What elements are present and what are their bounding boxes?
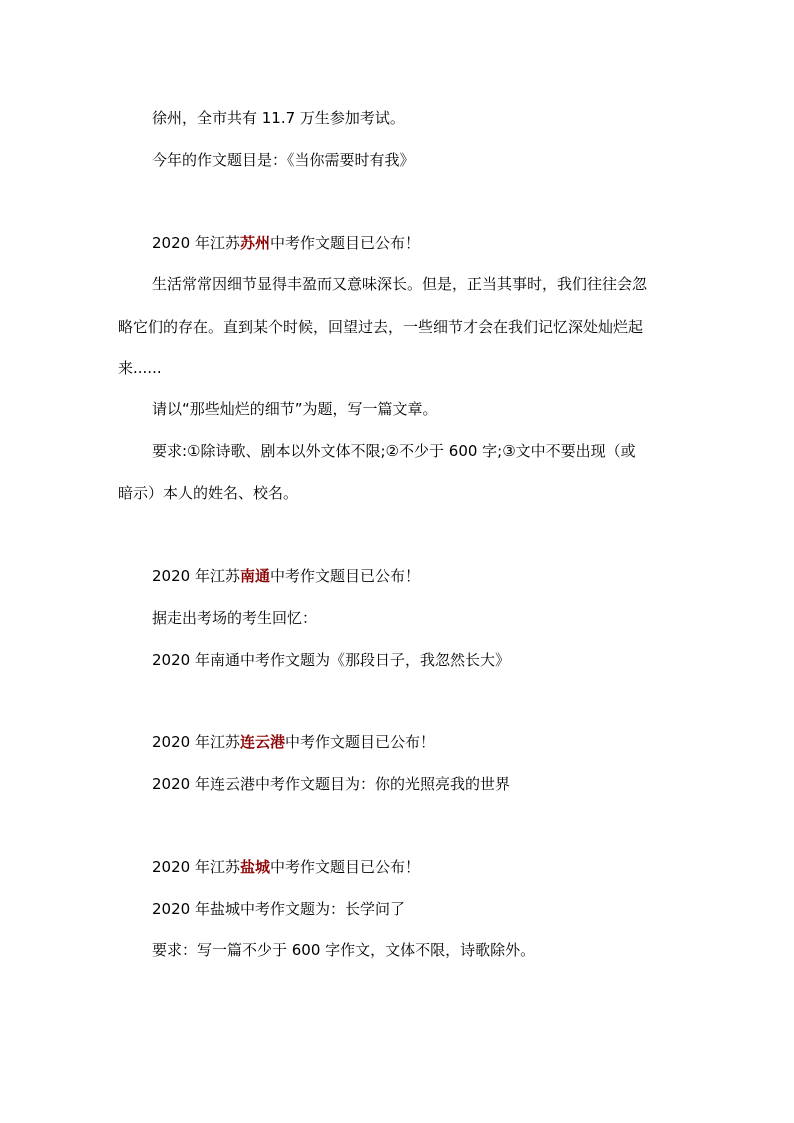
lianyungang-essay-topic: 2020 年连云港中考作文题目为：你的光照亮我的世界 bbox=[152, 775, 510, 793]
yancheng-city-highlight: 盐城 bbox=[239, 858, 270, 876]
nantong-essay-topic: 2020 年南通中考作文题为《那段日子，我忽然长大》 bbox=[152, 651, 510, 669]
yancheng-requirements: 要求：写一篇不少于 600 字作文，文体不限，诗歌除外。 bbox=[152, 941, 536, 959]
suzhou-title-instruction: 请以“那些灿烂的细节”为题，写一篇文章。 bbox=[152, 400, 438, 418]
nantong-city-highlight: 南通 bbox=[239, 567, 270, 585]
nantong-heading-prefix: 2020 年江苏 bbox=[152, 567, 240, 585]
suzhou-heading-prefix: 2020 年江苏 bbox=[152, 234, 240, 252]
lianyungang-city-highlight: 连云港 bbox=[239, 733, 285, 751]
lianyungang-heading bbox=[152, 732, 435, 752]
yancheng-heading-prefix: 2020 年江苏 bbox=[152, 858, 240, 876]
nantong-heading bbox=[152, 566, 420, 586]
suzhou-prompt-line-3: 来...... bbox=[118, 359, 162, 377]
suzhou-city-highlight: 苏州 bbox=[239, 234, 270, 252]
suzhou-requirements-line-2: 暗示）本人的姓名、校名。 bbox=[118, 484, 299, 502]
suzhou-requirements-line-1: 要求:①除诗歌、剧本以外文体不限;②不少于 600 字;③文中不要出现（或 bbox=[152, 442, 636, 460]
yancheng-essay-topic: 2020 年盐城中考作文题为：长学问了 bbox=[152, 900, 405, 918]
yancheng-heading-suffix: 中考作文题目已公布！ bbox=[269, 858, 420, 876]
xuzhou-participants-text: 徐州，全市共有 11.7 万生参加考试。 bbox=[152, 109, 405, 127]
nantong-heading-suffix: 中考作文题目已公布！ bbox=[269, 567, 420, 585]
yancheng-heading bbox=[152, 857, 420, 877]
lianyungang-heading-suffix: 中考作文题目已公布！ bbox=[284, 733, 435, 751]
lianyungang-heading-prefix: 2020 年江苏 bbox=[152, 733, 240, 751]
nantong-recall-text: 据走出考场的考生回忆： bbox=[152, 609, 318, 627]
suzhou-heading-suffix: 中考作文题目已公布！ bbox=[269, 234, 420, 252]
suzhou-heading bbox=[152, 233, 420, 253]
suzhou-prompt-line-1: 生活常常因细节显得丰盈而又意味深长。但是，正当其事时，我们往往会忽 bbox=[152, 275, 648, 293]
suzhou-prompt-line-2: 略它们的存在。直到某个时候，回望过去，一些细节才会在我们记忆深处灿烂起 bbox=[118, 318, 644, 336]
xuzhou-essay-topic: 今年的作文题目是：《当你需要时有我》 bbox=[152, 151, 415, 169]
